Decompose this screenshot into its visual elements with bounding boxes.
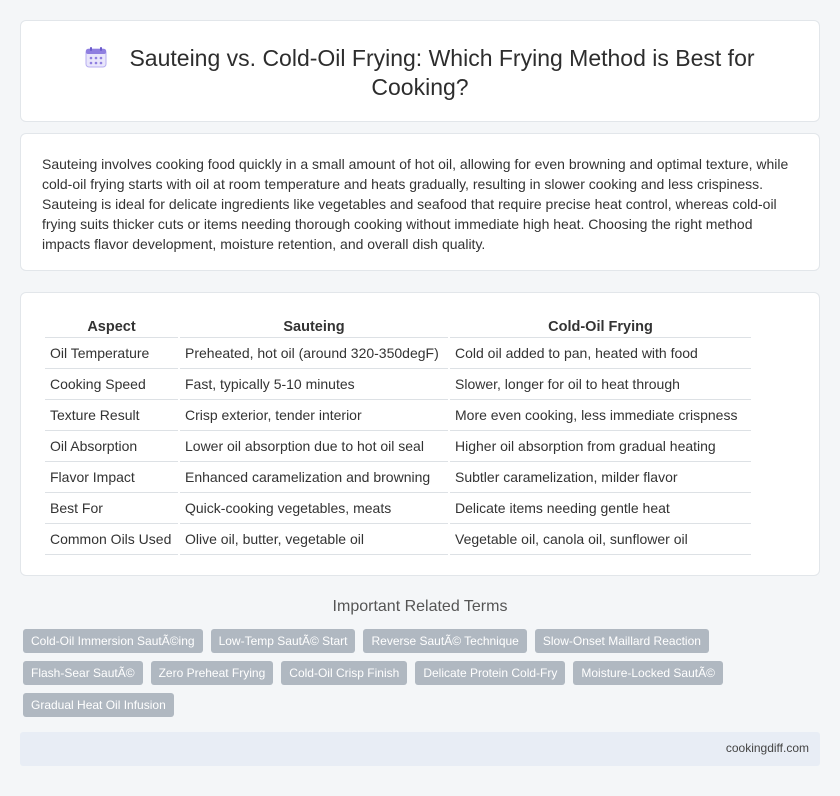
table-cell: Flavor Impact bbox=[45, 462, 178, 493]
table-row bbox=[45, 493, 751, 524]
table-cell: Cold oil added to pan, heated with food bbox=[450, 338, 751, 369]
table-cell: Cooking Speed bbox=[45, 369, 178, 400]
related-term-tag[interactable]: Moisture-Locked SautÃ© bbox=[573, 661, 723, 685]
table-cell: Enhanced caramelization and browning bbox=[180, 462, 448, 493]
table-cell: Quick-cooking vegetables, meats bbox=[180, 493, 448, 524]
related-term-tag[interactable]: Flash-Sear SautÃ© bbox=[23, 661, 143, 685]
header-sauteing: Sauteing bbox=[180, 316, 448, 338]
table-cell: Best For bbox=[45, 493, 178, 524]
header-aspect: Aspect bbox=[45, 316, 178, 338]
table-row bbox=[45, 431, 751, 462]
table-cell: Vegetable oil, canola oil, sunflower oil bbox=[450, 524, 751, 555]
related-term-tag[interactable]: Slow-Onset Maillard Reaction bbox=[535, 629, 709, 653]
table-row bbox=[45, 400, 751, 431]
calendar-icon bbox=[85, 46, 107, 68]
table-row bbox=[45, 524, 751, 555]
table-cell: Fast, typically 5-10 minutes bbox=[180, 369, 448, 400]
comparison-card bbox=[20, 292, 820, 576]
table-row bbox=[45, 338, 751, 369]
related-term-tag[interactable]: Zero Preheat Frying bbox=[151, 661, 274, 685]
related-term-tag[interactable]: Cold-Oil Crisp Finish bbox=[281, 661, 407, 685]
table-cell: Preheated, hot oil (around 320-350degF) bbox=[180, 338, 448, 369]
table-cell: Oil Absorption bbox=[45, 431, 178, 462]
related-term-tag[interactable]: Cold-Oil Immersion SautÃ©ing bbox=[23, 629, 203, 653]
table-cell: Olive oil, butter, vegetable oil bbox=[180, 524, 448, 555]
intro-card bbox=[20, 133, 820, 271]
table-row bbox=[45, 369, 751, 400]
footer-site-link[interactable]: cookingdiff.com bbox=[725, 741, 809, 755]
table-cell: Delicate items needing gentle heat bbox=[450, 493, 751, 524]
related-terms-title: Important Related Terms bbox=[332, 598, 508, 615]
table-cell: More even cooking, less immediate crispness bbox=[450, 400, 751, 431]
related-term-tag[interactable]: Reverse SautÃ© Technique bbox=[363, 629, 526, 653]
related-term-tag[interactable]: Delicate Protein Cold-Fry bbox=[415, 661, 565, 685]
table-cell: Common Oils Used bbox=[45, 524, 178, 555]
related-term-tag[interactable]: Gradual Heat Oil Infusion bbox=[23, 693, 174, 717]
table-cell: Oil Temperature bbox=[45, 338, 178, 369]
table-cell: Texture Result bbox=[45, 400, 178, 431]
table-header-row bbox=[45, 316, 751, 338]
related-terms-list bbox=[23, 629, 783, 717]
header-cold-oil-frying: Cold-Oil Frying bbox=[450, 316, 751, 338]
table-cell: Subtler caramelization, milder flavor bbox=[450, 462, 751, 493]
footer bbox=[20, 732, 820, 766]
comparison-table bbox=[43, 316, 753, 555]
intro-paragraph: Sauteing involves cooking food quickly in a small amount of hot oil, allowing for even browning and optimal texture, while cold-oil frying starts with oil at room temperature and heats gradually, resulting in slower cooking and less crispiness. Sauteing is ideal for delicate ingredients like vegetables and seafood that require precise heat control, whereas cold-oil frying suits thicker cuts or items needing thorough cooking without immediate high heat. Choosing the right method impacts flavor development, moisture retention, and overall dish quality. bbox=[42, 156, 789, 252]
related-term-tag[interactable]: Low-Temp SautÃ© Start bbox=[211, 629, 356, 653]
table-cell: Lower oil absorption due to hot oil seal bbox=[180, 431, 448, 462]
page-title-text: Sauteing vs. Cold-Oil Frying: Which Frying Method is Best for Cooking? bbox=[129, 45, 755, 100]
table-cell: Slower, longer for oil to heat through bbox=[450, 369, 751, 400]
table-row bbox=[45, 462, 751, 493]
page-title bbox=[61, 44, 779, 102]
table-cell: Higher oil absorption from gradual heating bbox=[450, 431, 751, 462]
table-cell: Crisp exterior, tender interior bbox=[180, 400, 448, 431]
title-card bbox=[20, 20, 820, 122]
